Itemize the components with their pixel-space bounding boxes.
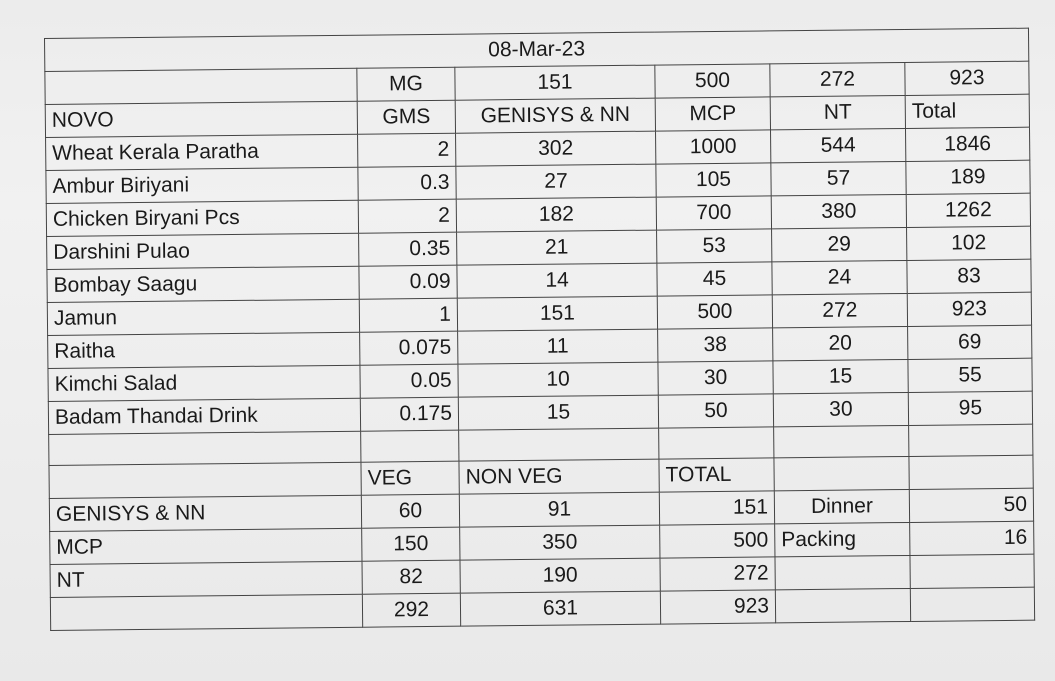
mcp-count: 500 bbox=[655, 64, 770, 98]
item-genisys: 27 bbox=[456, 164, 656, 199]
item-total: 189 bbox=[906, 160, 1030, 194]
item-mcp: 30 bbox=[658, 361, 773, 395]
item-gms: 0.05 bbox=[360, 364, 458, 398]
item-nt: 20 bbox=[773, 326, 908, 360]
veg-header: VEG bbox=[361, 461, 459, 495]
item-mcp: 700 bbox=[656, 196, 771, 230]
total-header: Total bbox=[905, 94, 1029, 128]
item-genisys: 10 bbox=[458, 362, 658, 397]
item-mcp: 53 bbox=[657, 229, 772, 263]
extra-label: Dinner bbox=[774, 489, 909, 523]
item-nt: 380 bbox=[771, 194, 906, 228]
mg-label: MG bbox=[357, 67, 455, 101]
item-name: Kimchi Salad bbox=[48, 365, 360, 401]
item-total: 1262 bbox=[906, 193, 1030, 227]
item-name: Darshini Pulao bbox=[47, 233, 359, 269]
item-gms: 2 bbox=[358, 133, 456, 167]
item-nt: 24 bbox=[772, 260, 907, 294]
date-cell: 08-Mar-23 bbox=[45, 28, 1029, 71]
item-genisys: 11 bbox=[458, 329, 658, 364]
grand-total: 923 bbox=[660, 590, 775, 624]
item-nt: 544 bbox=[771, 128, 906, 162]
nonveg-total: 631 bbox=[460, 591, 660, 626]
summary-nonveg: 190 bbox=[460, 558, 660, 593]
total-count: 923 bbox=[905, 61, 1029, 95]
item-mcp: 38 bbox=[658, 328, 773, 362]
extra-label bbox=[775, 555, 910, 589]
item-nt: 272 bbox=[772, 293, 907, 327]
item-total: 83 bbox=[907, 259, 1031, 293]
summary-total: 500 bbox=[660, 524, 775, 558]
item-total: 69 bbox=[908, 325, 1032, 359]
item-genisys: 21 bbox=[457, 230, 657, 265]
item-name: Ambur Biriyani bbox=[46, 167, 358, 203]
meal-count-table bbox=[44, 28, 1035, 631]
item-gms: 0.35 bbox=[359, 232, 457, 266]
item-mcp: 1000 bbox=[656, 130, 771, 164]
item-name: Jamun bbox=[47, 299, 359, 335]
section-label: NOVO bbox=[45, 101, 357, 137]
item-gms: 0.175 bbox=[360, 397, 458, 431]
summary-name: GENISYS & NN bbox=[49, 495, 361, 531]
summary-veg: 82 bbox=[362, 560, 460, 594]
extra-value bbox=[910, 554, 1034, 588]
summary-total-header: TOTAL bbox=[659, 458, 774, 492]
genisys-count: 151 bbox=[455, 65, 655, 100]
item-genisys: 14 bbox=[457, 263, 657, 298]
summary-total: 272 bbox=[660, 557, 775, 591]
summary-nonveg: 91 bbox=[459, 492, 659, 527]
item-name: Wheat Kerala Paratha bbox=[46, 134, 358, 170]
item-mcp: 45 bbox=[657, 262, 772, 296]
item-genisys: 151 bbox=[457, 296, 657, 331]
item-nt: 29 bbox=[772, 227, 907, 261]
summary-name: MCP bbox=[50, 528, 362, 564]
gms-header: GMS bbox=[357, 100, 455, 134]
item-nt: 57 bbox=[771, 161, 906, 195]
item-mcp: 105 bbox=[656, 163, 771, 197]
nt-header: NT bbox=[770, 95, 905, 129]
summary-total: 151 bbox=[659, 491, 774, 525]
summary-veg: 150 bbox=[362, 527, 460, 561]
veg-total: 292 bbox=[362, 593, 460, 627]
item-total: 1846 bbox=[905, 127, 1029, 161]
extra-value: 16 bbox=[910, 521, 1034, 555]
item-total: 102 bbox=[907, 226, 1031, 260]
item-name: Badam Thandai Drink bbox=[48, 398, 360, 434]
nt-count: 272 bbox=[770, 62, 905, 96]
item-gms: 0.09 bbox=[359, 265, 457, 299]
item-total: 95 bbox=[908, 391, 1032, 425]
summary-name: NT bbox=[50, 561, 362, 597]
item-mcp: 500 bbox=[657, 295, 772, 329]
item-name: Raitha bbox=[48, 332, 360, 368]
item-genisys: 302 bbox=[456, 131, 656, 166]
extra-label: Packing bbox=[775, 522, 910, 556]
item-gms: 0.075 bbox=[360, 331, 458, 365]
item-genisys: 182 bbox=[456, 197, 656, 232]
item-gms: 2 bbox=[358, 199, 456, 233]
item-genisys: 15 bbox=[458, 395, 658, 430]
item-name: Chicken Biryani Pcs bbox=[46, 200, 358, 236]
summary-nonveg: 350 bbox=[460, 525, 660, 560]
item-name: Bombay Saagu bbox=[47, 266, 359, 302]
extra-value: 50 bbox=[909, 488, 1033, 522]
item-total: 55 bbox=[908, 358, 1032, 392]
mcp-header: MCP bbox=[655, 97, 770, 131]
summary-veg: 60 bbox=[361, 494, 459, 528]
nonveg-header: NON VEG bbox=[459, 459, 659, 494]
item-nt: 30 bbox=[773, 392, 908, 426]
item-total: 923 bbox=[907, 292, 1031, 326]
item-gms: 0.3 bbox=[358, 166, 456, 200]
item-mcp: 50 bbox=[658, 394, 773, 428]
item-nt: 15 bbox=[773, 359, 908, 393]
genisys-header: GENISYS & NN bbox=[455, 98, 655, 133]
item-gms: 1 bbox=[359, 298, 457, 332]
